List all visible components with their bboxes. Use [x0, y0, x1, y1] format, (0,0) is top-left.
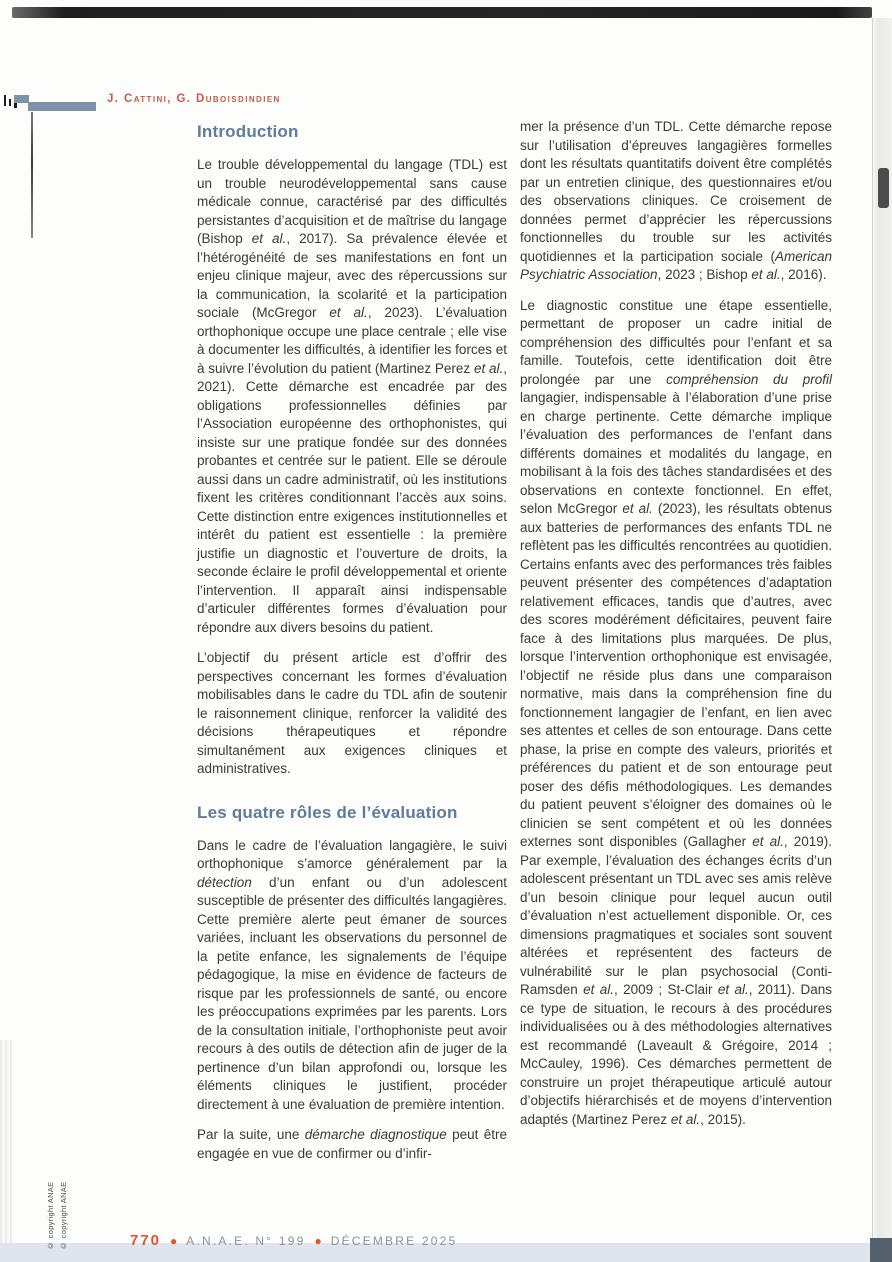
column-left — [197, 118, 507, 1163]
footer-bullet-icon: ● — [170, 1233, 178, 1248]
column-right — [520, 118, 832, 1163]
paragraph: Le diagnostic constitue une étape essentielle, permettant de proposer un cadre initial de compréhension des difficultés pour l’enfant et sa famille. Toutefois, cette identification doit être prolongée par une compréhension du profil langagier, indispensable à l’élaboration d’une prise en charge pertinente. Cette démarche implique l’évaluation des performances de l’enfant dans différents domaines et modalités du langage, en mobilisant à la fois des tâches standardisées et des observations en contexte fonctionnel. En effet, selon McGregor et al. (2023), les résultats obtenus aux batteries de performances des enfants TDL ne reflètent pas les difficultés rencontrées au quotidien. Certains enfants avec des performances très faibles peuvent présenter des compétences d’adaptation relativement efficaces, tandis que d’autres, avec des scores modérément déficitaires, peuvent faire face à des limitations plus marquées. De plus, lorsque l’intervention orthophonique est envisagée, l’objectif ne réside plus dans une comparaison normative, mais dans la compréhension fine du fonctionnement langagier de l’enfant, en lien avec ses attentes et celles de son entourage. Dans cette phase, la prise en compte des valeurs, priorités et préférences du patient et de son entourage peut poser des défis méthodologiques. Les demandes du patient peuvent s’éloigner des domaines où le clinicien se sent compétent et où les données externes sont disponibles (Gallagher et al., 2019). Par exemple, l’évaluation des échanges écrits d’un adolescent présentant un TDL avec ses amis relève d’un besoin clinique pour lequel aucun outil d’évaluation n’est actuellement disponible. Or, ces dimensions pragmatiques et sociales sont souvent altérées et représentent des facteurs de vulnérabilité sur le plan psychosocial (Conti-Ramsden et al., 2009 ; St-Clair et al., 2011). Dans ce type de situation, le recours à des procédures individualisées ou à des méthodologies alternatives est recommandé (Laveault & Grégoire, 2014 ; McCauley, 1996). Ces démarches permettent de construire un projet thérapeutique articulé autour d’objectifs hiérarchisés et de moyens d’intervention adaptés (Martinez Perez et al., 2015). — [520, 297, 832, 1127]
header-rule-segment — [14, 95, 29, 103]
paragraph: Dans le cadre de l’évaluation langagière, le suivi orthophonique s’amorce généralement par la détection d’un enfant ou d’un adolescent susceptible de présenter des difficultés langagières. Cette première alerte peut émaner de sources variées, incluant les observations du personnel de la petite enfance, les signalements de l’équipe pédagogique, la mise en évidence de facteurs de risque par les professionnels de santé, ou encore les préoccupations exprimées par les parents. Lors de la consultation initiale, l’orthophoniste peut avoir recours à des outils de détection afin de juger de la pertinence d’un bilan approfondi ou, lorsque les éléments cliniques le justifient, procéder directement à une évaluation de première intention. — [197, 837, 507, 1112]
issue-date: DÉCEMBRE 2025 — [330, 1233, 458, 1248]
copyright-note: © copyright ANAE — [46, 1181, 55, 1250]
paragraph: L’objectif du présent article est d’offrir des perspectives concernant les formes d’évaluation mobilisables dans le cadre du TDL afin de soutenir le raisonnement clinique, renforcer la validité des décisions thérapeutiques et répondre simultanément aux exigences cliniques et administratives. — [197, 650, 507, 776]
journal-title: A.N.A.E. N° 199 — [186, 1233, 306, 1248]
section-heading: Introduction — [197, 122, 299, 141]
margin-copyright — [46, 1175, 68, 1250]
copyright-note: © copyright ANAE — [59, 1181, 68, 1250]
header-rule-bar — [28, 102, 96, 111]
paragraph: Le trouble développemental du langage (TDL) est un trouble neurodéveloppemental sans cause médicale connue, caractérisé par des difficultés persistantes d’acquisition et de maîtrise du langage (Bishop et al., 2017). Sa prévalence élevée et l’hétérogénéité de ses manifestations en font un enjeu clinique majeur, avec des répercussions sur la communication, la scolarité et la participation sociale (McGregor et al., 2023). L’évaluation orthophonique occupe une place centrale ; elle vise à documenter les difficultés, à identifier les forces et à suivre l’évolution du patient (Martinez Perez et al., 2021). Cette démarche est encadrée par des obligations professionnelles définies par l’Association européenne des orthophonistes, qui insiste sur une pratique fondée sur des données probantes et centrée sur le patient. Elle se déroule aussi dans un cadre administratif, où les institutions fixent les critères conditionnant l’accès aux soins. Cette distinction entre exigences institutionnelles et intérêt du patient est essentielle : la première justifie un diagnostic et l’ouverture de droits, la seconde éclaire le profil développemental et oriente l’intervention. Il apparaît ainsi indispensable d’articuler différentes formes d’évaluation pour répondre aux divers besoins du patient. — [197, 157, 507, 635]
article-body — [197, 118, 832, 1163]
scan-blotch — [878, 168, 889, 208]
paragraph: mer la présence d’un TDL. Cette démarche repose sur l’utilisation d’épreuves langagières formelles dont les résultats quantitatifs doivent être complétés par un entretien clinique, des questionnaires et/ou des observations cliniques. Ce croisement de données permet d’apprécier les répercussions fonctionnelles du trouble sur les activités quotidiennes et la participation sociale (American Psychiatric Association, 2023 ; Bishop et al., 2016). — [520, 119, 832, 282]
scan-corner-dark — [870, 1238, 892, 1262]
footer-bullet-icon: ● — [314, 1233, 322, 1248]
page-footer — [130, 1232, 457, 1249]
scan-streaks — [0, 1040, 14, 1243]
scan-edge-top — [12, 7, 872, 18]
page-number: 770 — [130, 1232, 162, 1249]
running-head-authors: J. Cattini, G. Duboisdindien — [107, 93, 281, 105]
paragraph: Par la suite, une démarche diagnostique peut être engagée en vue de confirmer ou d’infir- — [197, 1127, 507, 1161]
scan-crease-line — [31, 112, 33, 238]
section-heading: Les quatre rôles de l’évaluation — [197, 802, 458, 822]
